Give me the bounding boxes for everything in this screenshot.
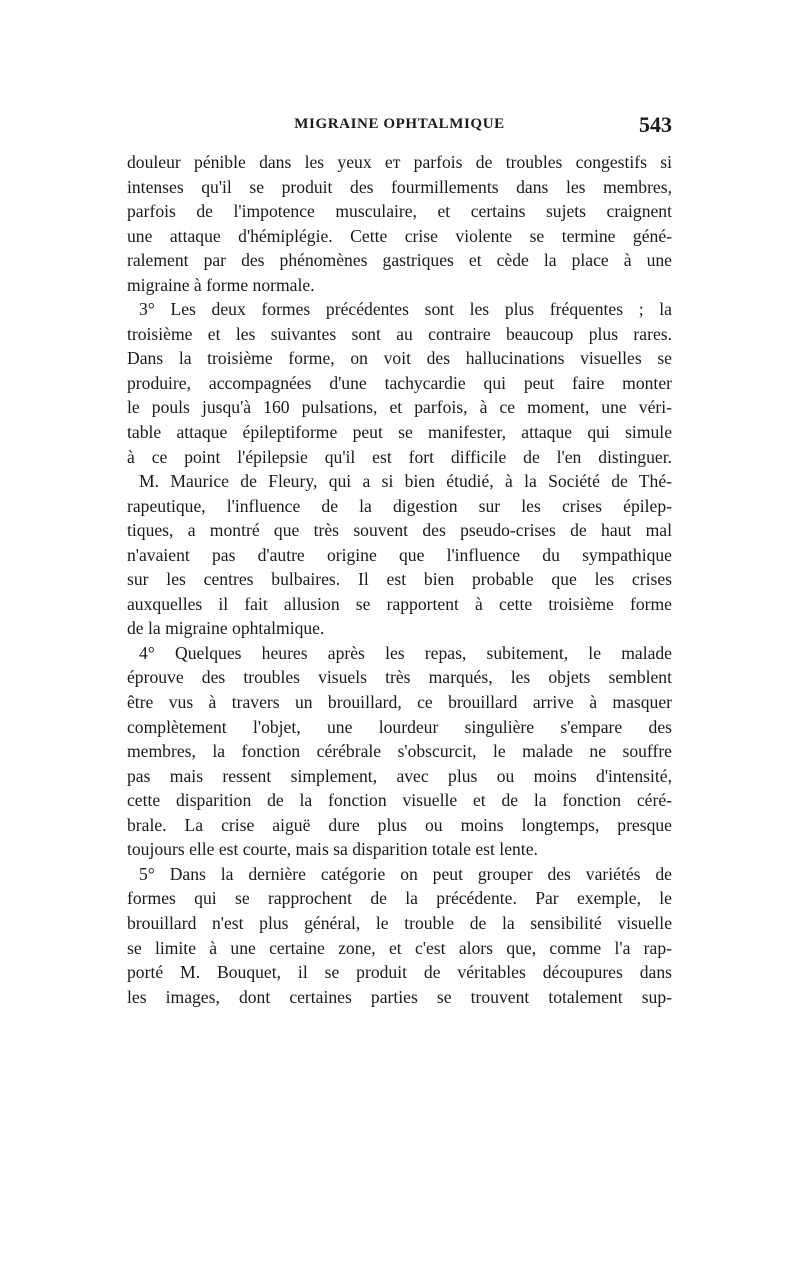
- text-line: les images, dont certaines parties se trouvent totalement sup-: [127, 986, 672, 1007]
- text-line: cette disparition de la fonction visuelle et de la fonction céré-: [127, 790, 672, 811]
- text-line: ralement par des phénomènes gastriques et cède la place à une: [127, 250, 672, 271]
- running-head: [127, 112, 672, 136]
- text-line: Dans la troisième forme, on voit des hallucinations visuelles se: [127, 348, 672, 369]
- text-line: brouillard n'est plus général, le trouble de la sensibilité visuelle: [127, 912, 672, 933]
- text-line: formes qui se rapprochent de la précédente. Par exemple, le: [127, 888, 672, 909]
- text-line: à ce point l'épilepsie qu'il est fort difficile de l'en distinguer.: [127, 446, 672, 467]
- text-line: produire, accompagnées d'une tachycardie qui peut faire monter: [127, 372, 672, 393]
- text-line: de la migraine ophtalmique.: [127, 618, 325, 639]
- text-line: une attaque d'hémiplégie. Cette crise violente se termine géné-: [127, 225, 672, 246]
- text-line: auxquelles il fait allusion se rapportent à cette troisième forme: [127, 593, 672, 614]
- text-line: complètement l'objet, une lourdeur singulière s'empare des: [127, 716, 672, 737]
- text-line: douleur pénible dans les yeux eᴛ parfois de troubles congestifs si: [127, 152, 672, 172]
- text-line: sur les centres bulbaires. Il est bien probable que les crises: [127, 569, 672, 590]
- text-line: migraine à forme normale.: [127, 274, 315, 295]
- text-line: 3° Les deux formes précédentes sont les plus fréquentes ; la: [139, 299, 672, 320]
- text-line: table attaque épileptiforme peut se manifester, attaque qui simule: [127, 422, 672, 443]
- text-line: se limite à une certaine zone, et c'est alors que, comme l'a rap-: [127, 937, 672, 958]
- text-line: n'avaient pas d'autre origine que l'influence du sympathique: [127, 544, 672, 565]
- text-line: parfois de l'impotence musculaire, et certains sujets craignent: [127, 201, 672, 222]
- text-line: M. Maurice de Fleury, qui a si bien étudié, à la Société de Thé-: [139, 471, 672, 492]
- text-line: rapeutique, l'influence de la digestion sur les crises épilep-: [127, 495, 672, 516]
- text-line: tiques, a montré que très souvent des pseudo-crises de haut mal: [127, 520, 672, 541]
- text-line: 5° Dans la dernière catégorie on peut grouper des variétés de: [139, 863, 672, 884]
- text-line: intenses qu'il se produit des fourmillements dans les membres,: [127, 176, 672, 197]
- text-line: le pouls jusqu'à 160 pulsations, et parfois, à ce moment, une véri-: [127, 397, 672, 418]
- text-line: éprouve des troubles visuels très marqués, les objets semblent: [127, 667, 672, 688]
- running-title: MIGRAINE OPHTALMIQUE: [294, 116, 505, 132]
- text-line: être vus à travers un brouillard, ce brouillard arrive à masquer: [127, 692, 672, 713]
- body-text: [127, 150, 672, 1009]
- page-number: 543: [639, 112, 672, 137]
- text-line: toujours elle est courte, mais sa disparition totale est lente.: [127, 839, 538, 860]
- text-line: pas mais ressent simplement, avec plus ou moins d'intensité,: [127, 765, 672, 786]
- text-line: 4° Quelques heures après les repas, subitement, le malade: [139, 642, 672, 663]
- text-line: troisième et les suivantes sont au contraire beaucoup plus rares.: [127, 323, 672, 344]
- text-line: porté M. Bouquet, il se produit de véritables découpures dans: [127, 962, 672, 983]
- text-line: brale. La crise aiguë dure plus ou moins longtemps, presque: [127, 814, 672, 835]
- text-line: membres, la fonction cérébrale s'obscurcit, le malade ne souffre: [127, 741, 672, 762]
